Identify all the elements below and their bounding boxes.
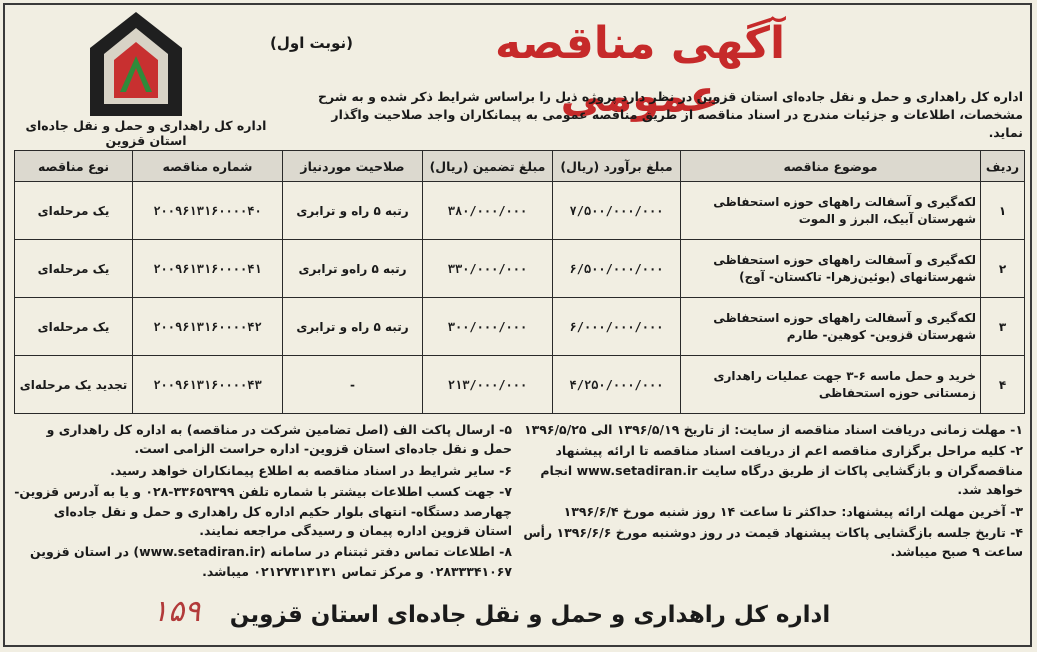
logo-caption: اداره کل راهداری و حمل و نقل جاده‌ای استان قزوین — [25, 118, 267, 148]
row-qualification: رتبه ۵ راه‌و ترابری — [283, 240, 423, 298]
row-tender-type: تجدید یک مرحله‌ای — [15, 356, 133, 414]
row-qualification: رتبه ۵ راه و ترابری — [283, 298, 423, 356]
note-item: ۳- آخرین مهلت ارائه پیشنهاد: حداکثر تا ساعت ۱۴ روز شنبه مورخ ۱۳۹۶/۶/۴ — [563, 503, 1023, 519]
notes-left-column — [14, 420, 512, 583]
table-row — [15, 240, 1025, 298]
row-estimate: ۶/۰۰۰/۰۰۰/۰۰۰ — [553, 298, 681, 356]
row-tender-number: ۲۰۰۹۶۱۳۱۶۰۰۰۰۴۳ — [133, 356, 283, 414]
row-no: ۴ — [981, 356, 1025, 414]
table-row — [15, 356, 1025, 414]
col-header-row-no: ردیف — [981, 151, 1025, 182]
row-estimate: ۷/۵۰۰/۰۰۰/۰۰۰ — [553, 182, 681, 240]
ad-title: آگهی مناقصه عمومی — [494, 18, 786, 122]
col-header-tender-number: شماره مناقصه — [133, 151, 283, 182]
row-tender-type: یک مرحله‌ای — [15, 182, 133, 240]
note-item: ۷- جهت کسب اطلاعات بیشتر با شماره تلفن ۳۳۶۵۹۳۹۹-۰۲۸ و یا به آدرس قزوین- چهارصد دستگاه- انتهای بلوار حکیم اداره کل راهداری و حمل و نقل جاده‌ای استان قزوین اداره پیمان و رسیدگی مراجعه نمایند. — [14, 484, 512, 538]
table-row — [15, 182, 1025, 240]
row-guarantee: ۲۱۳/۰۰۰/۰۰۰ — [423, 356, 553, 414]
round-label: (نوبت اول) — [270, 34, 353, 52]
notes-right-column — [518, 420, 1023, 564]
road-maintenance-logo — [82, 8, 190, 120]
row-tender-type: یک مرحله‌ای — [15, 240, 133, 298]
row-estimate: ۴/۲۵۰/۰۰۰/۰۰۰ — [553, 356, 681, 414]
col-header-tender-type: نوع مناقصه — [15, 151, 133, 182]
row-no: ۲ — [981, 240, 1025, 298]
row-guarantee: ۳۳۰/۰۰۰/۰۰۰ — [423, 240, 553, 298]
row-tender-number: ۲۰۰۹۶۱۳۱۶۰۰۰۰۴۰ — [133, 182, 283, 240]
row-subject: لکه‌گیری و آسفالت راههای حوزه استحفاظی شهرستانهای (بوئین‌زهرا- تاکستان- آوج) — [681, 240, 981, 298]
col-header-guarantee: مبلغ تضمین (ریال) — [423, 151, 553, 182]
col-header-estimate: مبلغ برآورد (ریال) — [553, 151, 681, 182]
tender-table — [14, 150, 1025, 414]
row-subject: خرید و حمل ماسه ۶-۳ جهت عملیات راهداری زمستانی حوزه استحفاظی — [681, 356, 981, 414]
row-subject: لکه‌گیری و آسفالت راههای حوزه استحفاظی شهرستان آبیک، البرز و الموت — [681, 182, 981, 240]
row-guarantee: ۳۰۰/۰۰۰/۰۰۰ — [423, 298, 553, 356]
row-estimate: ۶/۵۰۰/۰۰۰/۰۰۰ — [553, 240, 681, 298]
row-tender-type: یک مرحله‌ای — [15, 298, 133, 356]
row-no: ۳ — [981, 298, 1025, 356]
col-header-qualification: صلاحیت موردنیاز — [283, 151, 423, 182]
row-no: ۱ — [981, 182, 1025, 240]
note-item: ۶- سایر شرایط در اسناد مناقصه به اطلاع پیمانکاران خواهد رسید. — [110, 462, 512, 478]
handwritten-number: ۱۵۹ — [152, 594, 201, 629]
row-tender-number: ۲۰۰۹۶۱۳۱۶۰۰۰۰۴۲ — [133, 298, 283, 356]
signature-line: اداره کل راهداری و حمل و نقل جاده‌ای استان قزوین — [229, 602, 831, 628]
col-header-subject: موضوع مناقصه — [681, 151, 981, 182]
row-guarantee: ۳۸۰/۰۰۰/۰۰۰ — [423, 182, 553, 240]
intro-paragraph: اداره کل راهداری و حمل و نقل جاده‌ای استان قزوین در نظر دارد پروژه ذیل را براساس شرایط ذکر شده و به شرح مشخصات، اطلاعات و جزئیات مندرج در اسناد مناقصه از طریق مناقصه عمومی به پیمانکاران واجد صلاحیت واگذار نماید. — [318, 89, 1023, 141]
note-item: ۵- ارسال پاکت الف (اصل تضامین شرکت در مناقصه) به اداره کل راهداری و حمل و نقل جاده‌ای استان قزوین- اداره حراست الزامی است. — [46, 422, 512, 457]
table-header-row — [15, 151, 1025, 182]
note-item: ۴- تاریخ جلسه بازگشایی پاکات پیشنهاد قیمت در روز دوشنبه مورخ ۱۳۹۶/۶/۶ رأس ساعت ۹ صبح میباشد. — [523, 524, 1023, 560]
note-item: ۲- کلیه مراحل برگزاری مناقصه اعم از دریافت اسناد مناقصه تا ارائه پیشنهاد مناقصه‌گران و بازگشایی پاکات از طریق درگاه سایت www.setadiran.ir انجام خواهد شد. — [540, 443, 1023, 498]
row-subject: لکه‌گیری و آسفالت راههای حوزه استحفاظی شهرستان قزوین- کوهین- طارم — [681, 298, 981, 356]
row-tender-number: ۲۰۰۹۶۱۳۱۶۰۰۰۰۴۱ — [133, 240, 283, 298]
row-qualification: رتبه ۵ راه و ترابری — [283, 182, 423, 240]
note-item: ۱- مهلت زمانی دریافت اسناد مناقصه از سایت: از تاریخ ۱۳۹۶/۵/۱۹ الی ۱۳۹۶/۵/۲۵ — [523, 422, 1023, 437]
note-item: ۸- اطلاعات تماس دفتر ثبتنام در سامانه (www.setadiran.ir) در استان قزوین ۰۲۸۳۳۳۴۱۰۶۷ و مرکز تماس ۰۲۱۲۷۳۱۳۱۳۱ میباشد. — [30, 544, 512, 579]
row-qualification: - — [283, 356, 423, 414]
table-row — [15, 298, 1025, 356]
